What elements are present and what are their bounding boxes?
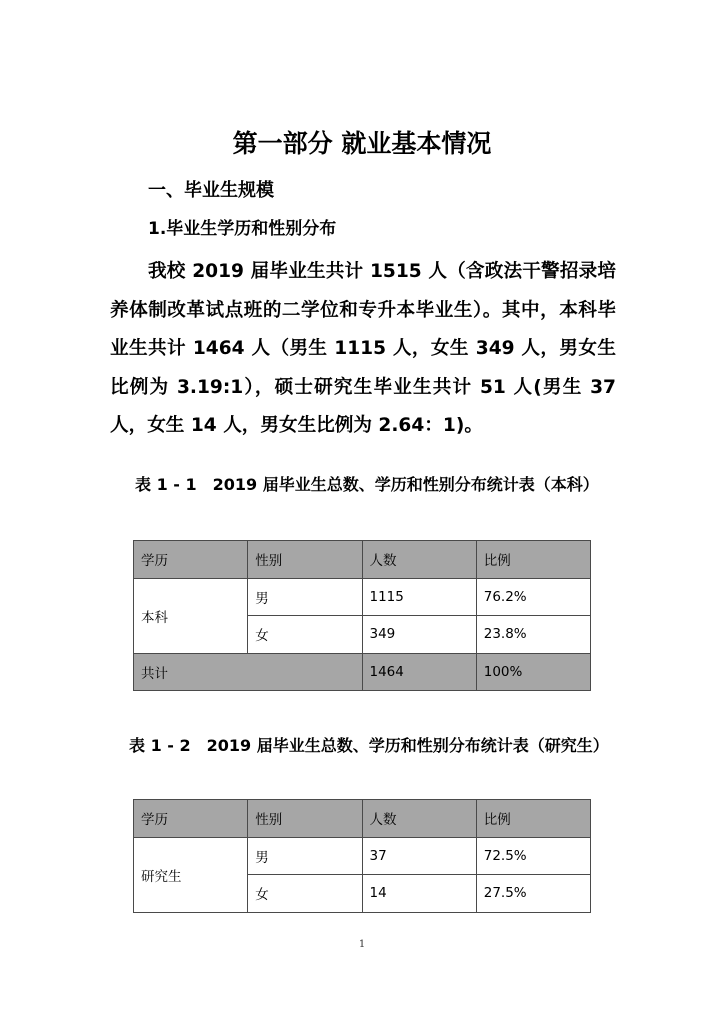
degree-cell: 本科 [134, 578, 248, 653]
ratio-cell: 72.5% [476, 837, 590, 875]
count-cell: 1115 [362, 578, 476, 616]
header-cell: 性别 [248, 800, 362, 838]
table1-caption: 表 1 - 1 2019 届毕业生总数、学历和性别分布统计表（本科） [135, 475, 599, 494]
gender-cell: 男 [248, 837, 362, 875]
header-cell: 学历 [134, 800, 248, 838]
ratio-cell: 23.8% [476, 616, 590, 654]
page-number: 1 [358, 939, 366, 950]
header-cell: 性别 [248, 541, 362, 579]
table-row [134, 578, 591, 616]
undergraduate-table [133, 540, 591, 691]
page-title: 第一部分 就业基本情况 [232, 129, 492, 158]
gender-cell: 女 [248, 875, 362, 913]
table2-caption: 表 1 - 2 2019 届毕业生总数、学历和性别分布统计表（研究生） [129, 736, 609, 755]
table-header-row [134, 800, 591, 838]
table-row [134, 837, 591, 875]
table-total-row [134, 653, 591, 691]
summary-paragraph: 我校 2019 届毕业生共计 1515 人（含政法干警招录培养体制改革试点班的二学位和专升本毕业生）。其中，本科毕业生共计 1464 人（男生 1115 人，女生 349 人，男女生比例为 3.19:1），硕士研究生毕业生共计 51 人(男生 37 人，女生 14 人，男女生比例为 2.64：1)。 [110, 261, 616, 436]
total-ratio-cell: 100% [476, 653, 590, 691]
degree-cell: 研究生 [134, 837, 248, 912]
total-count-cell: 1464 [362, 653, 476, 691]
count-cell: 37 [362, 837, 476, 875]
ratio-cell: 27.5% [476, 875, 590, 913]
subsection-heading: 1.毕业生学历和性别分布 [148, 219, 337, 239]
header-cell: 学历 [134, 541, 248, 579]
gender-cell: 女 [248, 616, 362, 654]
gender-cell: 男 [248, 578, 362, 616]
graduate-table [133, 799, 591, 913]
table-header-row [134, 541, 591, 579]
header-cell: 比例 [476, 541, 590, 579]
count-cell: 14 [362, 875, 476, 913]
header-cell: 比例 [476, 800, 590, 838]
ratio-cell: 76.2% [476, 578, 590, 616]
count-cell: 349 [362, 616, 476, 654]
total-label-cell: 共计 [134, 653, 363, 691]
section-heading: 一、毕业生规模 [148, 180, 274, 201]
header-cell: 人数 [362, 800, 476, 838]
header-cell: 人数 [362, 541, 476, 579]
